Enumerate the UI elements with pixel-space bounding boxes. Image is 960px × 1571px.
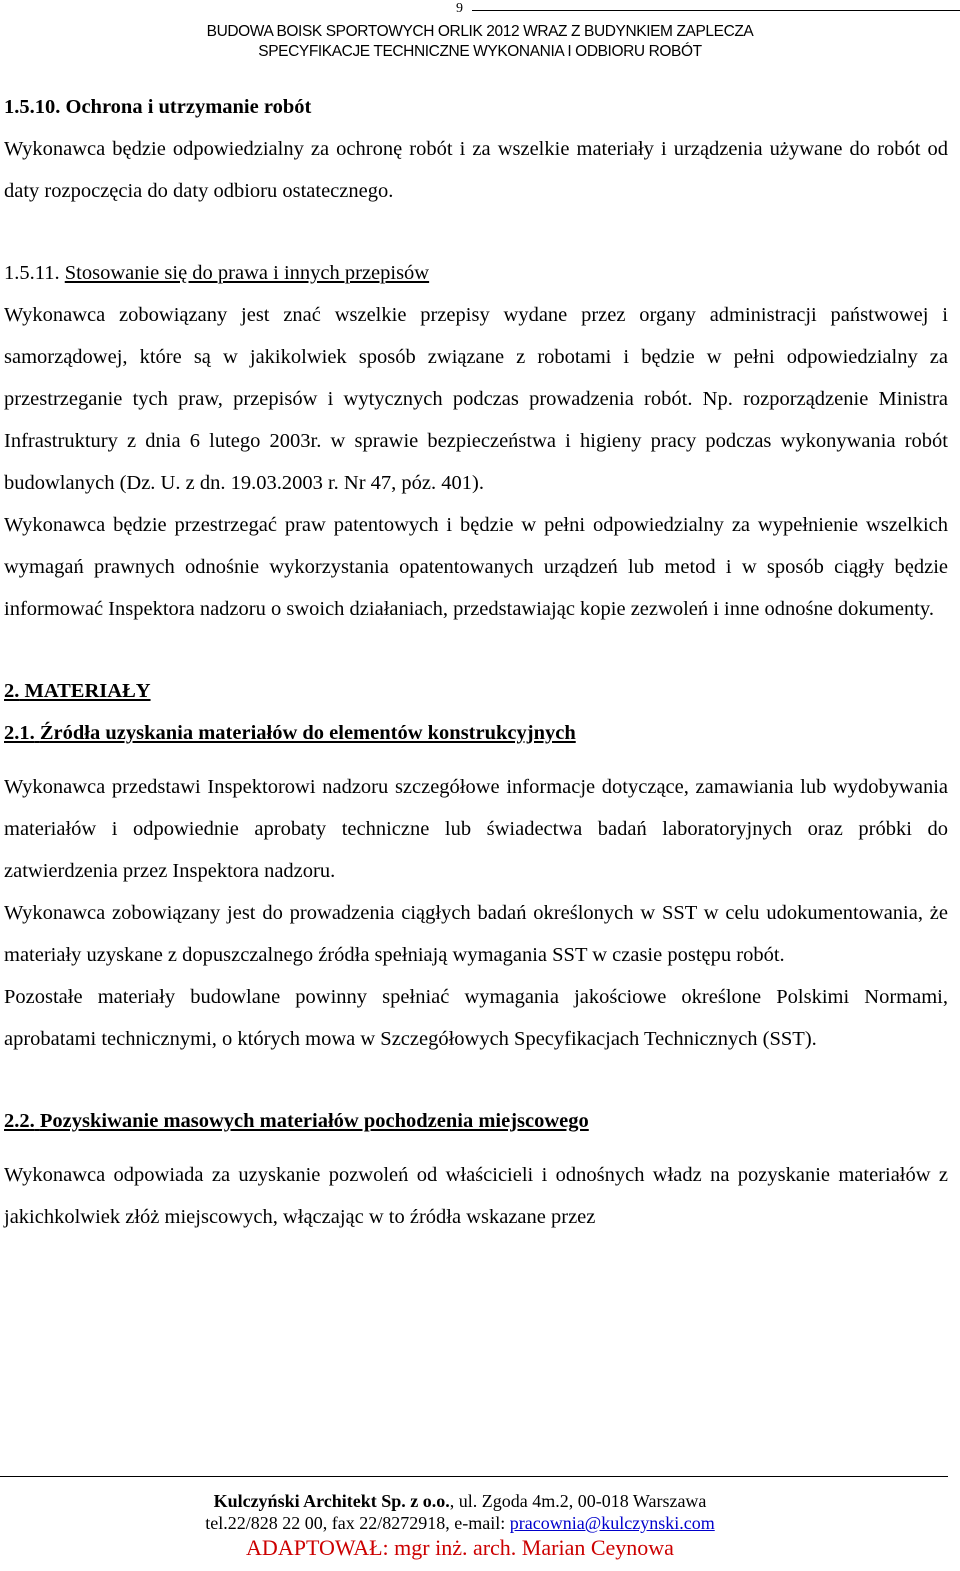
document-header — [0, 22, 960, 62]
company-address: , ul. Zgoda 4m.2, 00-018 Warszawa — [449, 1491, 707, 1511]
header-subtitle: SPECYFIKACJE TECHNICZNE WYKONANIA I ODBIORU ROBÓT — [258, 43, 702, 60]
footer-company-line — [0, 1490, 920, 1512]
document-footer — [0, 1490, 920, 1562]
paragraph: Wykonawca zobowiązany jest znać wszelkie przepisy wydane przez organy administracji państwowej i samorządowej, które są w jakikolwiek sposób związane z robotami i będzie w pełni odpowiedzialny za przestrzeganie tych praw, przepisów i wytycznych podczas prowadzenia robót. Np. rozporządzenie Ministra Infrastruktury z dnia 6 lutego 2003r. w sprawie bezpieczeństwa i higieny pracy podczas wykonywania robót budowlanych (Dz. U. z dn. 19.03.2003 r. Nr 47, póz. 401). — [4, 304, 948, 494]
spacer — [4, 212, 948, 252]
spacer — [4, 754, 948, 766]
header-title: BUDOWA BOISK SPORTOWYCH ORLIK 2012 WRAZ Z BUDYNKIEM ZAPLECZA — [206, 23, 754, 40]
section-number: 2.1. — [4, 722, 35, 744]
spacer — [4, 1060, 948, 1100]
paragraph: Wykonawca będzie przestrzegać praw patentowych i będzie w pełni odpowiedzialny za wypełnienie wszelkich wymagań prawnych odnośnie wykorzystania opatentowanych urządzeń lub metod i w sposób ciągły będzie informować Inspektora nadzoru o swoich działaniach, przedstawiając kopie zezwoleń i inne odnośne dokumenty. — [4, 514, 948, 620]
section-title: Ochrona i utrzymanie robót — [65, 96, 312, 118]
section-heading-1-5-11 — [4, 252, 948, 294]
section-title: Źródła uzyskania materiałów do elementów konstrukcyjnych — [39, 722, 576, 744]
paragraph: Wykonawca odpowiada za uzyskanie pozwoleń od właścicieli i odnośnych władz na pozyskanie materiałów z jakichkolwiek złóż miejscowych, włączając w to źródła wskazane przez — [4, 1164, 948, 1228]
section-title: Pozyskiwanie masowych materiałów pochodzenia miejscowego — [39, 1110, 589, 1132]
document-body — [4, 86, 948, 1238]
section-heading-2 — [4, 670, 948, 712]
section-number: 1.5.11. — [4, 262, 60, 284]
adapted-by: ADAPTOWAŁ: mgr inż. arch. Marian Ceynowa — [246, 1535, 674, 1560]
paragraph: Pozostałe materiały budowlane powinny spełniać wymagania jakościowe określone Polskimi Normami, aprobatami technicznymi, o których mowa w Szczegółowych Specyfikacjach Technicznych (SST). — [4, 986, 948, 1050]
spacer — [4, 1142, 948, 1154]
contact-info: tel.22/828 22 00, fax 22/8272918, e-mail: — [205, 1513, 510, 1533]
section-number: 2. — [4, 680, 20, 702]
header-rule — [472, 10, 960, 11]
email-link[interactable]: pracownia@kulczynski.com — [509, 1513, 715, 1533]
spacer — [4, 630, 948, 670]
company-name: Kulczyński Architekt Sp. z o.o. — [213, 1491, 450, 1511]
section-title: MATERIAŁY — [24, 680, 151, 702]
paragraph: Wykonawca zobowiązany jest do prowadzenia ciągłych badań określonych w SST w celu udokumentowania, że materiały uzyskane z dopuszczalnego źródła spełniają wymagania SST w czasie postępu robót. — [4, 902, 948, 966]
paragraph: Wykonawca będzie odpowiedzialny za ochronę robót i za wszelkie materiały i urządzenia używane do robót od daty rozpoczęcia do daty odbioru ostatecznego. — [4, 138, 948, 202]
footer-rule — [0, 1476, 948, 1477]
page-number: 9 — [456, 1, 463, 16]
section-heading-1-5-10 — [4, 86, 948, 128]
section-heading-2-2 — [4, 1100, 948, 1142]
section-title: Stosowanie się do prawa i innych przepisów — [64, 262, 430, 284]
paragraph: Wykonawca przedstawi Inspektorowi nadzoru szczegółowe informacje dotyczące, zamawiania lub wydobywania materiałów i odpowiednie aprobaty techniczne lub świadectwa badań laboratoryjnych oraz próbki do zatwierdzenia przez Inspektora nadzoru. — [4, 776, 948, 882]
section-number: 2.2. — [4, 1110, 35, 1132]
footer-contact-line — [0, 1512, 920, 1534]
section-number: 1.5.10. — [4, 96, 61, 118]
section-heading-2-1 — [4, 712, 948, 754]
